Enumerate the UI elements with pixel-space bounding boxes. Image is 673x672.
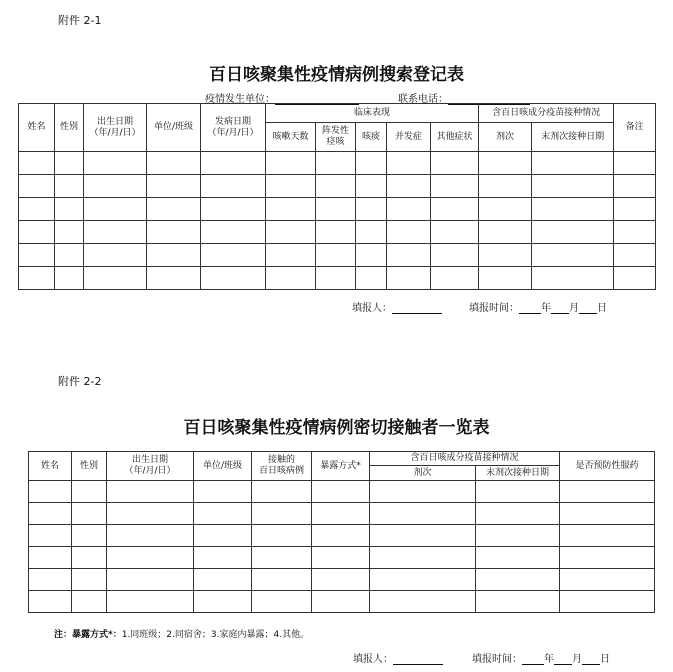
- filler-field-2: [353, 650, 443, 665]
- table-row[interactable]: [29, 569, 655, 591]
- attachment-label-2-2: 附件 2-2: [58, 375, 102, 388]
- table-row[interactable]: [29, 525, 655, 547]
- col-vaccine-group: 含百日咳成分疫苗接种情况: [370, 452, 560, 466]
- col-prophylaxis: 是否预防性服药: [560, 452, 655, 481]
- col-onset: 发病日期 （年/月/日）: [201, 104, 266, 152]
- fill-time-field-1: [469, 299, 607, 314]
- col-complication: 并发症: [387, 123, 431, 152]
- header-row-top: [19, 104, 656, 123]
- day-label: 日: [600, 654, 610, 665]
- contact-phone-label: 联系电话：: [398, 94, 448, 105]
- fill-time-label: 填报时间：: [472, 654, 522, 665]
- page-title-case-search: 百日咳聚集性疫情病例搜索登记表: [209, 65, 464, 85]
- table-row[interactable]: [19, 244, 656, 267]
- table-row[interactable]: [19, 175, 656, 198]
- filler-blank: [393, 653, 443, 665]
- note-prefix: 注：暴露方式*：: [54, 630, 122, 640]
- day-label: 日: [597, 303, 607, 314]
- close-contacts-table: [28, 451, 655, 613]
- col-doses: 剂次: [370, 466, 476, 481]
- table-row[interactable]: [19, 221, 656, 244]
- table-row[interactable]: [29, 481, 655, 503]
- col-name: 姓名: [29, 452, 72, 481]
- col-vaccine-group: 含百日咳成分疫苗接种情况: [479, 104, 614, 123]
- year-label: 年: [541, 303, 551, 314]
- outbreak-unit-label: 疫情发生单位：: [205, 94, 275, 105]
- col-clinical-group: 临床表现: [266, 104, 479, 123]
- col-unit: 单位/班级: [147, 104, 201, 152]
- fill-time-label: 填报时间：: [469, 303, 519, 314]
- header-row-top: [29, 452, 655, 466]
- table-row[interactable]: [19, 152, 656, 175]
- col-last-dose-date: 末剂次接种日期: [532, 123, 614, 152]
- col-last-dose-date: 末剂次接种日期: [476, 466, 560, 481]
- col-name: 姓名: [19, 104, 55, 152]
- col-sex: 性别: [72, 452, 107, 481]
- col-whoop: 咳痰: [356, 123, 387, 152]
- table-row[interactable]: [29, 503, 655, 525]
- filler-blank: [392, 302, 442, 314]
- table-row[interactable]: [19, 198, 656, 221]
- filler-label: 填报人：: [352, 303, 392, 314]
- note-text: 1.同班级；2.同宿舍；3.家庭内暴露；4.其他。: [121, 630, 310, 640]
- table-row[interactable]: [19, 267, 656, 290]
- filler-label: 填报人：: [353, 654, 393, 665]
- page-title-close-contacts: 百日咳聚集性疫情病例密切接触者一览表: [183, 418, 490, 438]
- col-paroxysmal: 阵发性 痉咳: [316, 123, 356, 152]
- col-sex: 性别: [55, 104, 84, 152]
- col-unit: 单位/班级: [194, 452, 252, 481]
- col-cough-days: 咳嗽天数: [266, 123, 316, 152]
- filler-field-1: [352, 299, 442, 314]
- exposure-note: [54, 627, 309, 640]
- attachment-label-2-1: 附件 2-1: [58, 14, 102, 27]
- month-label: 月: [572, 654, 582, 665]
- year-label: 年: [544, 654, 554, 665]
- col-birth: 出生日期 （年/月/日）: [84, 104, 147, 152]
- table-row[interactable]: [29, 547, 655, 569]
- col-exposure: 暴露方式*: [312, 452, 370, 481]
- month-label: 月: [569, 303, 579, 314]
- col-remark: 备注: [614, 104, 656, 152]
- case-search-table: [18, 103, 656, 290]
- table-row[interactable]: [29, 591, 655, 613]
- fill-time-field-2: [472, 650, 610, 665]
- col-birth: 出生日期 （年/月/日）: [107, 452, 194, 481]
- col-contact-case: 接触的 百日咳病例: [252, 452, 312, 481]
- col-other-symptoms: 其他症状: [431, 123, 479, 152]
- col-doses: 剂次: [479, 123, 532, 152]
